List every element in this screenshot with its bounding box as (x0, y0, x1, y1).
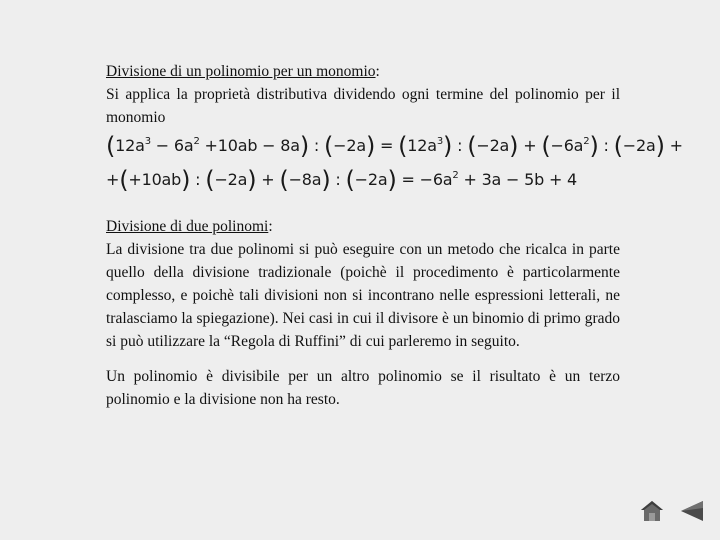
back-arrow-icon (680, 500, 704, 522)
back-button[interactable] (680, 500, 704, 522)
home-button[interactable] (640, 500, 664, 522)
section1-title: Divisione di un polinomio per un monomio (106, 63, 376, 80)
division-formula (106, 129, 683, 197)
formula-line-2: +(+10ab) : (−2a) + (−8a) : $(-2a) = -6a^2 + 3a - 5b + 4$ (106, 166, 578, 194)
section2-title-colon: : (268, 218, 273, 235)
section3-body: Un polinomio è divisibile per un altro polinomio se il risultato è un terzo polinomio e la divisione non ha resto. (106, 368, 620, 408)
section1-title-colon: : (375, 63, 380, 80)
section2-heading (106, 215, 620, 238)
home-icon (640, 500, 664, 522)
section1-body: Si applica la proprietà distributiva dividendo ogni termine del polinomio per il monomio (106, 86, 620, 126)
section1-heading (106, 60, 620, 83)
section2-title: Divisione di due polinomi (106, 218, 269, 235)
formula-line-1: $(12a^3 - 6a^2 +10ab - 8a)$ : $(-2a) = (12a^3)$ : $(-2a) + (-6a^2)$ : (−2a) + (106, 132, 683, 160)
slide-content (106, 60, 683, 411)
section2-body: La divisione tra due polinomi si può eseguire con un metodo che ricalca in parte quello della divisione tradizionale (poichè il procedimento è particolarmente complesso, e poichè tali divisioni non si incontrano nelle espressioni letterali, ne tralasciamo la spiegazione). Nei casi in cui il divisore è un binomio di primo grado si può utilizzare la “Regola di Ruffini” di cui parleremo in seguito. (106, 241, 620, 350)
